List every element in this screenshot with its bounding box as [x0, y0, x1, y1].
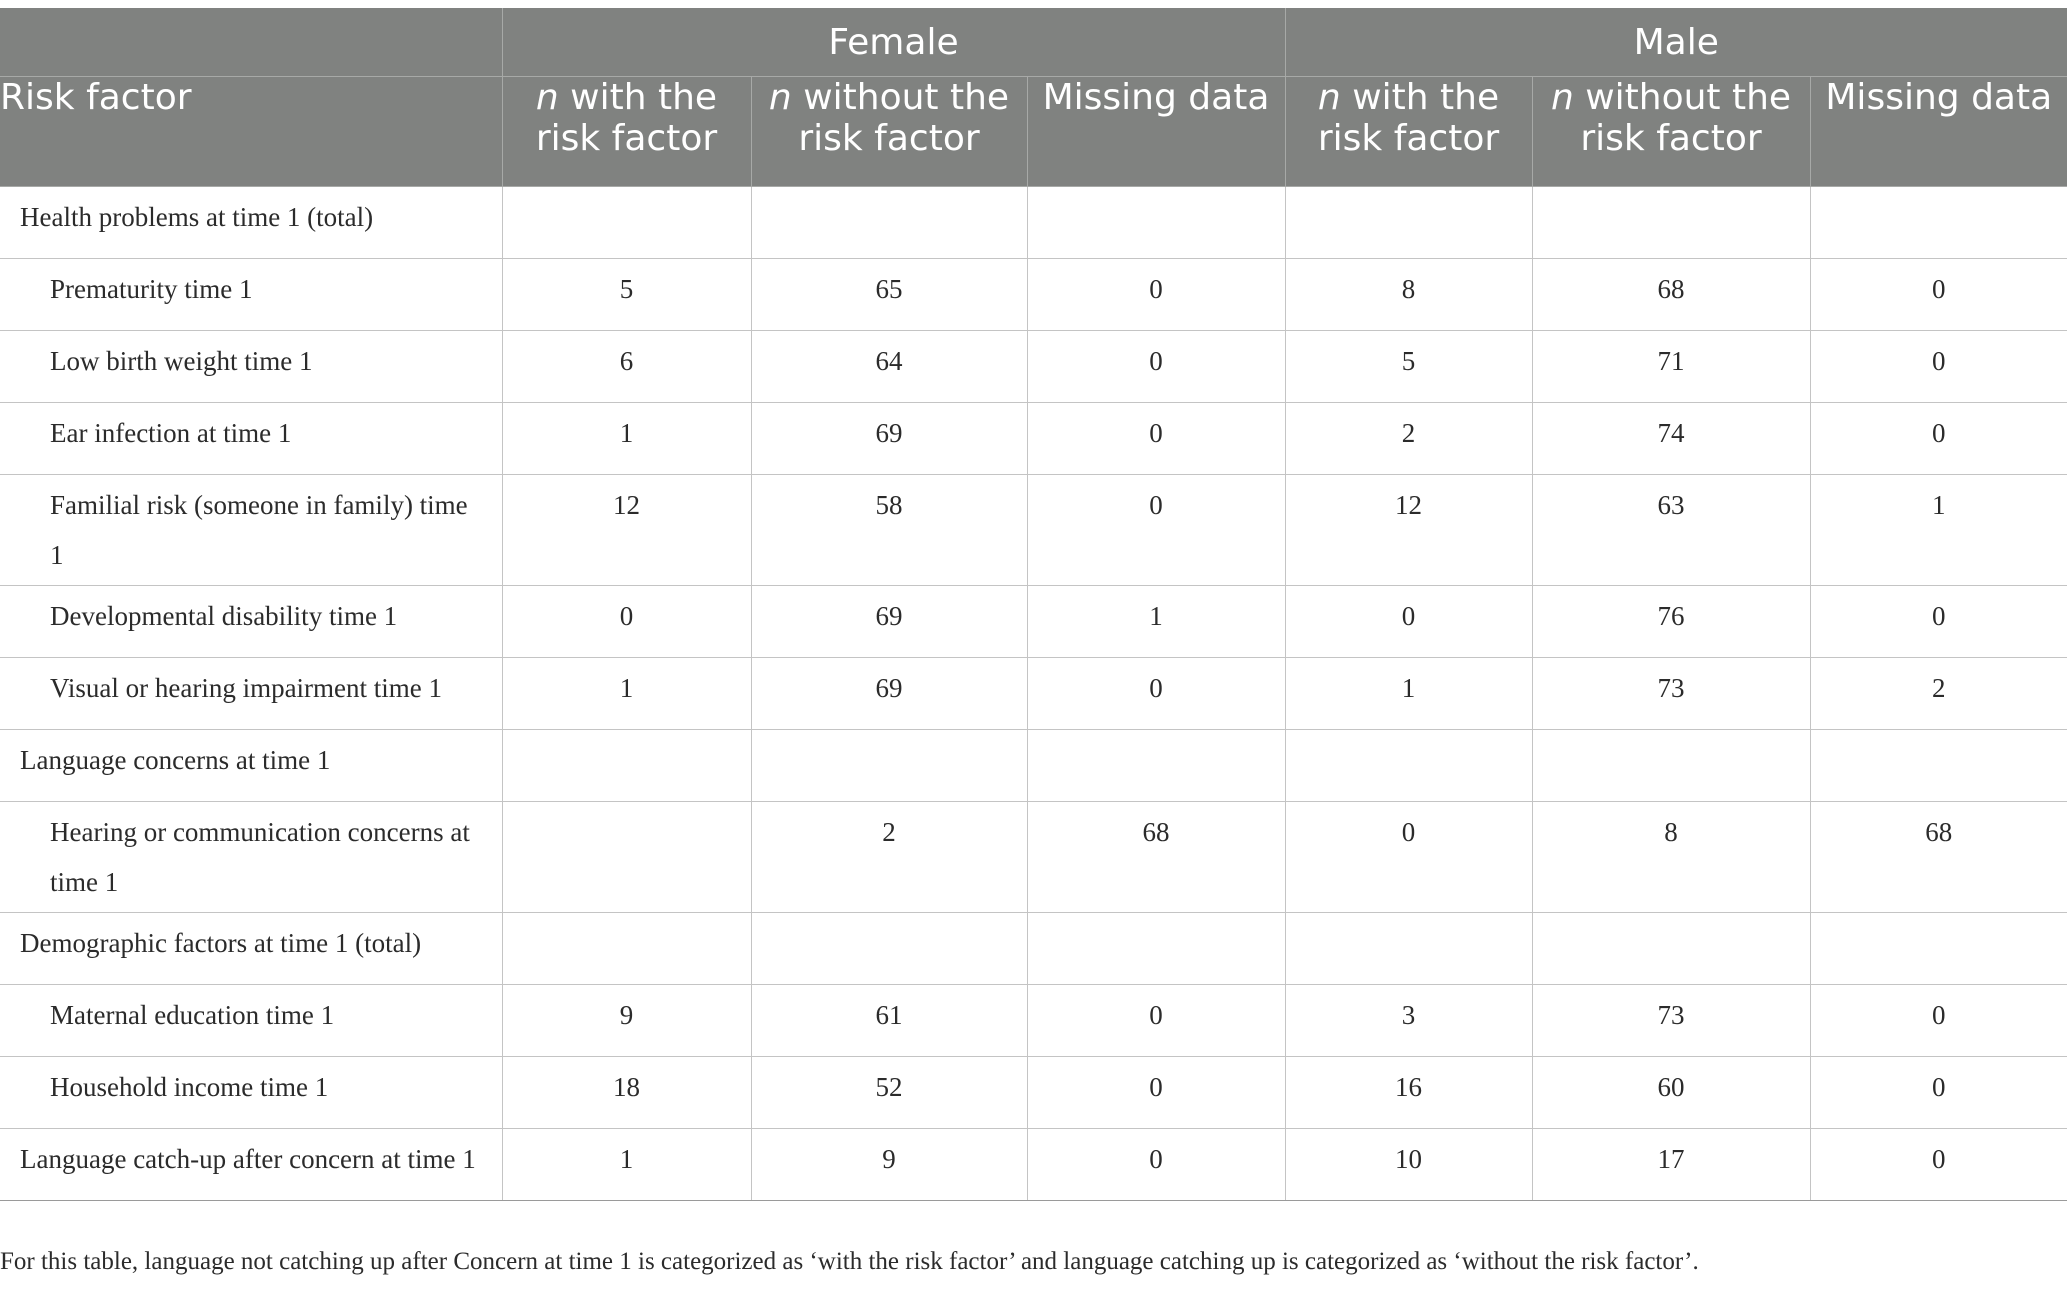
table-cell: 69	[751, 658, 1027, 730]
row-label: Low birth weight time 1	[0, 331, 502, 403]
table-cell: 2	[751, 802, 1027, 913]
table-row	[0, 475, 2067, 586]
table-cell: 71	[1532, 331, 1810, 403]
table-cell: 0	[1285, 586, 1532, 658]
risk-factor-table	[0, 8, 2067, 1201]
row-label: Familial risk (someone in family) time 1	[0, 475, 502, 586]
table-row	[0, 259, 2067, 331]
table-cell: 9	[751, 1129, 1027, 1201]
table-cell: 69	[751, 403, 1027, 475]
table-cell: 18	[502, 1057, 751, 1129]
table-cell: 64	[751, 331, 1027, 403]
table-cell: 73	[1532, 985, 1810, 1057]
row-label: Maternal education time 1	[0, 985, 502, 1057]
table-cell	[1285, 730, 1532, 802]
table-cell	[1810, 913, 2067, 985]
column-header-row	[0, 77, 2067, 187]
table-cell: 73	[1532, 658, 1810, 730]
table-cell: 0	[1027, 259, 1285, 331]
table-row	[0, 331, 2067, 403]
table-cell: 60	[1532, 1057, 1810, 1129]
table-cell	[502, 730, 751, 802]
table-cell: 68	[1810, 802, 2067, 913]
row-label: Language catch-up after concern at time 1	[0, 1129, 502, 1201]
table-cell	[1027, 187, 1285, 259]
table-cell	[1285, 187, 1532, 259]
table-cell: 17	[1532, 1129, 1810, 1201]
table-cell: 68	[1027, 802, 1285, 913]
table-cell: 1	[502, 658, 751, 730]
table-cell: 5	[1285, 331, 1532, 403]
table-cell: 1	[1027, 586, 1285, 658]
table-cell: 10	[1285, 1129, 1532, 1201]
table-cell: 1	[1810, 475, 2067, 586]
table-cell: 76	[1532, 586, 1810, 658]
column-header-text: without the risk factor	[1573, 77, 1792, 159]
italic-n: n	[1550, 77, 1574, 118]
column-header-female-missing: Missing data	[1027, 77, 1285, 187]
table-cell: 2	[1285, 403, 1532, 475]
table-cell: 0	[502, 586, 751, 658]
column-header-text: without the risk factor	[791, 77, 1010, 159]
table-cell: 12	[502, 475, 751, 586]
table-cell: 0	[1810, 403, 2067, 475]
row-label: Health problems at time 1 (total)	[0, 187, 502, 259]
table-cell: 3	[1285, 985, 1532, 1057]
table-row	[0, 985, 2067, 1057]
group-header-row	[0, 8, 2067, 77]
column-header-female-with	[502, 77, 751, 187]
row-label: Hearing or communication concerns at time 1	[0, 802, 502, 913]
table-cell: 68	[1532, 259, 1810, 331]
table-cell	[1027, 913, 1285, 985]
table-cell: 1	[1285, 658, 1532, 730]
table-cell: 0	[1810, 331, 2067, 403]
table-cell: 9	[502, 985, 751, 1057]
table-cell	[751, 730, 1027, 802]
table-cell	[502, 802, 751, 913]
row-label: Visual or hearing impairment time 1	[0, 658, 502, 730]
table-body	[0, 187, 2067, 1201]
row-label: Household income time 1	[0, 1057, 502, 1129]
table-cell: 6	[502, 331, 751, 403]
table-cell: 5	[502, 259, 751, 331]
table-cell: 8	[1532, 802, 1810, 913]
group-header-female: Female	[502, 8, 1285, 77]
row-label: Ear infection at time 1	[0, 403, 502, 475]
table-cell: 61	[751, 985, 1027, 1057]
table-cell: 0	[1810, 1057, 2067, 1129]
table-cell: 69	[751, 586, 1027, 658]
table-cell: 0	[1027, 658, 1285, 730]
table-cell: 0	[1027, 403, 1285, 475]
table-cell: 1	[502, 1129, 751, 1201]
table-cell	[502, 913, 751, 985]
table-row	[0, 658, 2067, 730]
table-cell: 0	[1027, 475, 1285, 586]
table-cell	[1027, 730, 1285, 802]
table-cell: 58	[751, 475, 1027, 586]
table-row	[0, 730, 2067, 802]
table-cell	[1285, 913, 1532, 985]
table-cell: 65	[751, 259, 1027, 331]
table-cell	[751, 187, 1027, 259]
table-cell: 2	[1810, 658, 2067, 730]
table-cell: 74	[1532, 403, 1810, 475]
table-cell: 0	[1810, 1129, 2067, 1201]
row-label: Language concerns at time 1	[0, 730, 502, 802]
row-label: Prematurity time 1	[0, 259, 502, 331]
table-cell: 16	[1285, 1057, 1532, 1129]
table-cell	[1532, 730, 1810, 802]
table-cell: 52	[751, 1057, 1027, 1129]
table-cell: 0	[1810, 586, 2067, 658]
table-cell: 63	[1532, 475, 1810, 586]
column-header-male-without	[1532, 77, 1810, 187]
table-cell: 0	[1027, 1129, 1285, 1201]
table-cell: 12	[1285, 475, 1532, 586]
table-cell: 0	[1027, 985, 1285, 1057]
italic-n: n	[535, 77, 559, 118]
table-cell	[1810, 187, 2067, 259]
table-cell	[751, 913, 1027, 985]
column-header-text: with the risk factor	[535, 77, 718, 159]
column-header-text: with the risk factor	[1317, 77, 1500, 159]
row-label: Developmental disability time 1	[0, 586, 502, 658]
table-cell	[1532, 187, 1810, 259]
table-cell: 0	[1285, 802, 1532, 913]
table-cell	[1810, 730, 2067, 802]
column-header-male-missing: Missing data	[1810, 77, 2067, 187]
table-cell: 0	[1027, 1057, 1285, 1129]
table-row	[0, 403, 2067, 475]
table-row	[0, 802, 2067, 913]
column-header-male-with	[1285, 77, 1532, 187]
table-cell: 1	[502, 403, 751, 475]
table-row	[0, 1057, 2067, 1129]
table-cell: 8	[1285, 259, 1532, 331]
table-row	[0, 913, 2067, 985]
group-header-male: Male	[1285, 8, 2067, 77]
group-header-blank	[0, 8, 502, 77]
column-header-female-without	[751, 77, 1027, 187]
table-cell: 0	[1810, 985, 2067, 1057]
table-cell: 0	[1027, 331, 1285, 403]
table-row	[0, 187, 2067, 259]
italic-n: n	[768, 77, 792, 118]
table-row	[0, 586, 2067, 658]
table-cell: 0	[1810, 259, 2067, 331]
table-cell	[502, 187, 751, 259]
table-footnote: For this table, language not catching up after Concern at time 1 is categorized as ‘with the risk factor’ and language catching up is categorized as ‘without the risk factor’.	[0, 1248, 1699, 1275]
italic-n: n	[1317, 77, 1341, 118]
table-cell	[1532, 913, 1810, 985]
column-header-risk-factor: Risk factor	[0, 77, 502, 187]
table-row	[0, 1129, 2067, 1201]
row-label: Demographic factors at time 1 (total)	[0, 913, 502, 985]
